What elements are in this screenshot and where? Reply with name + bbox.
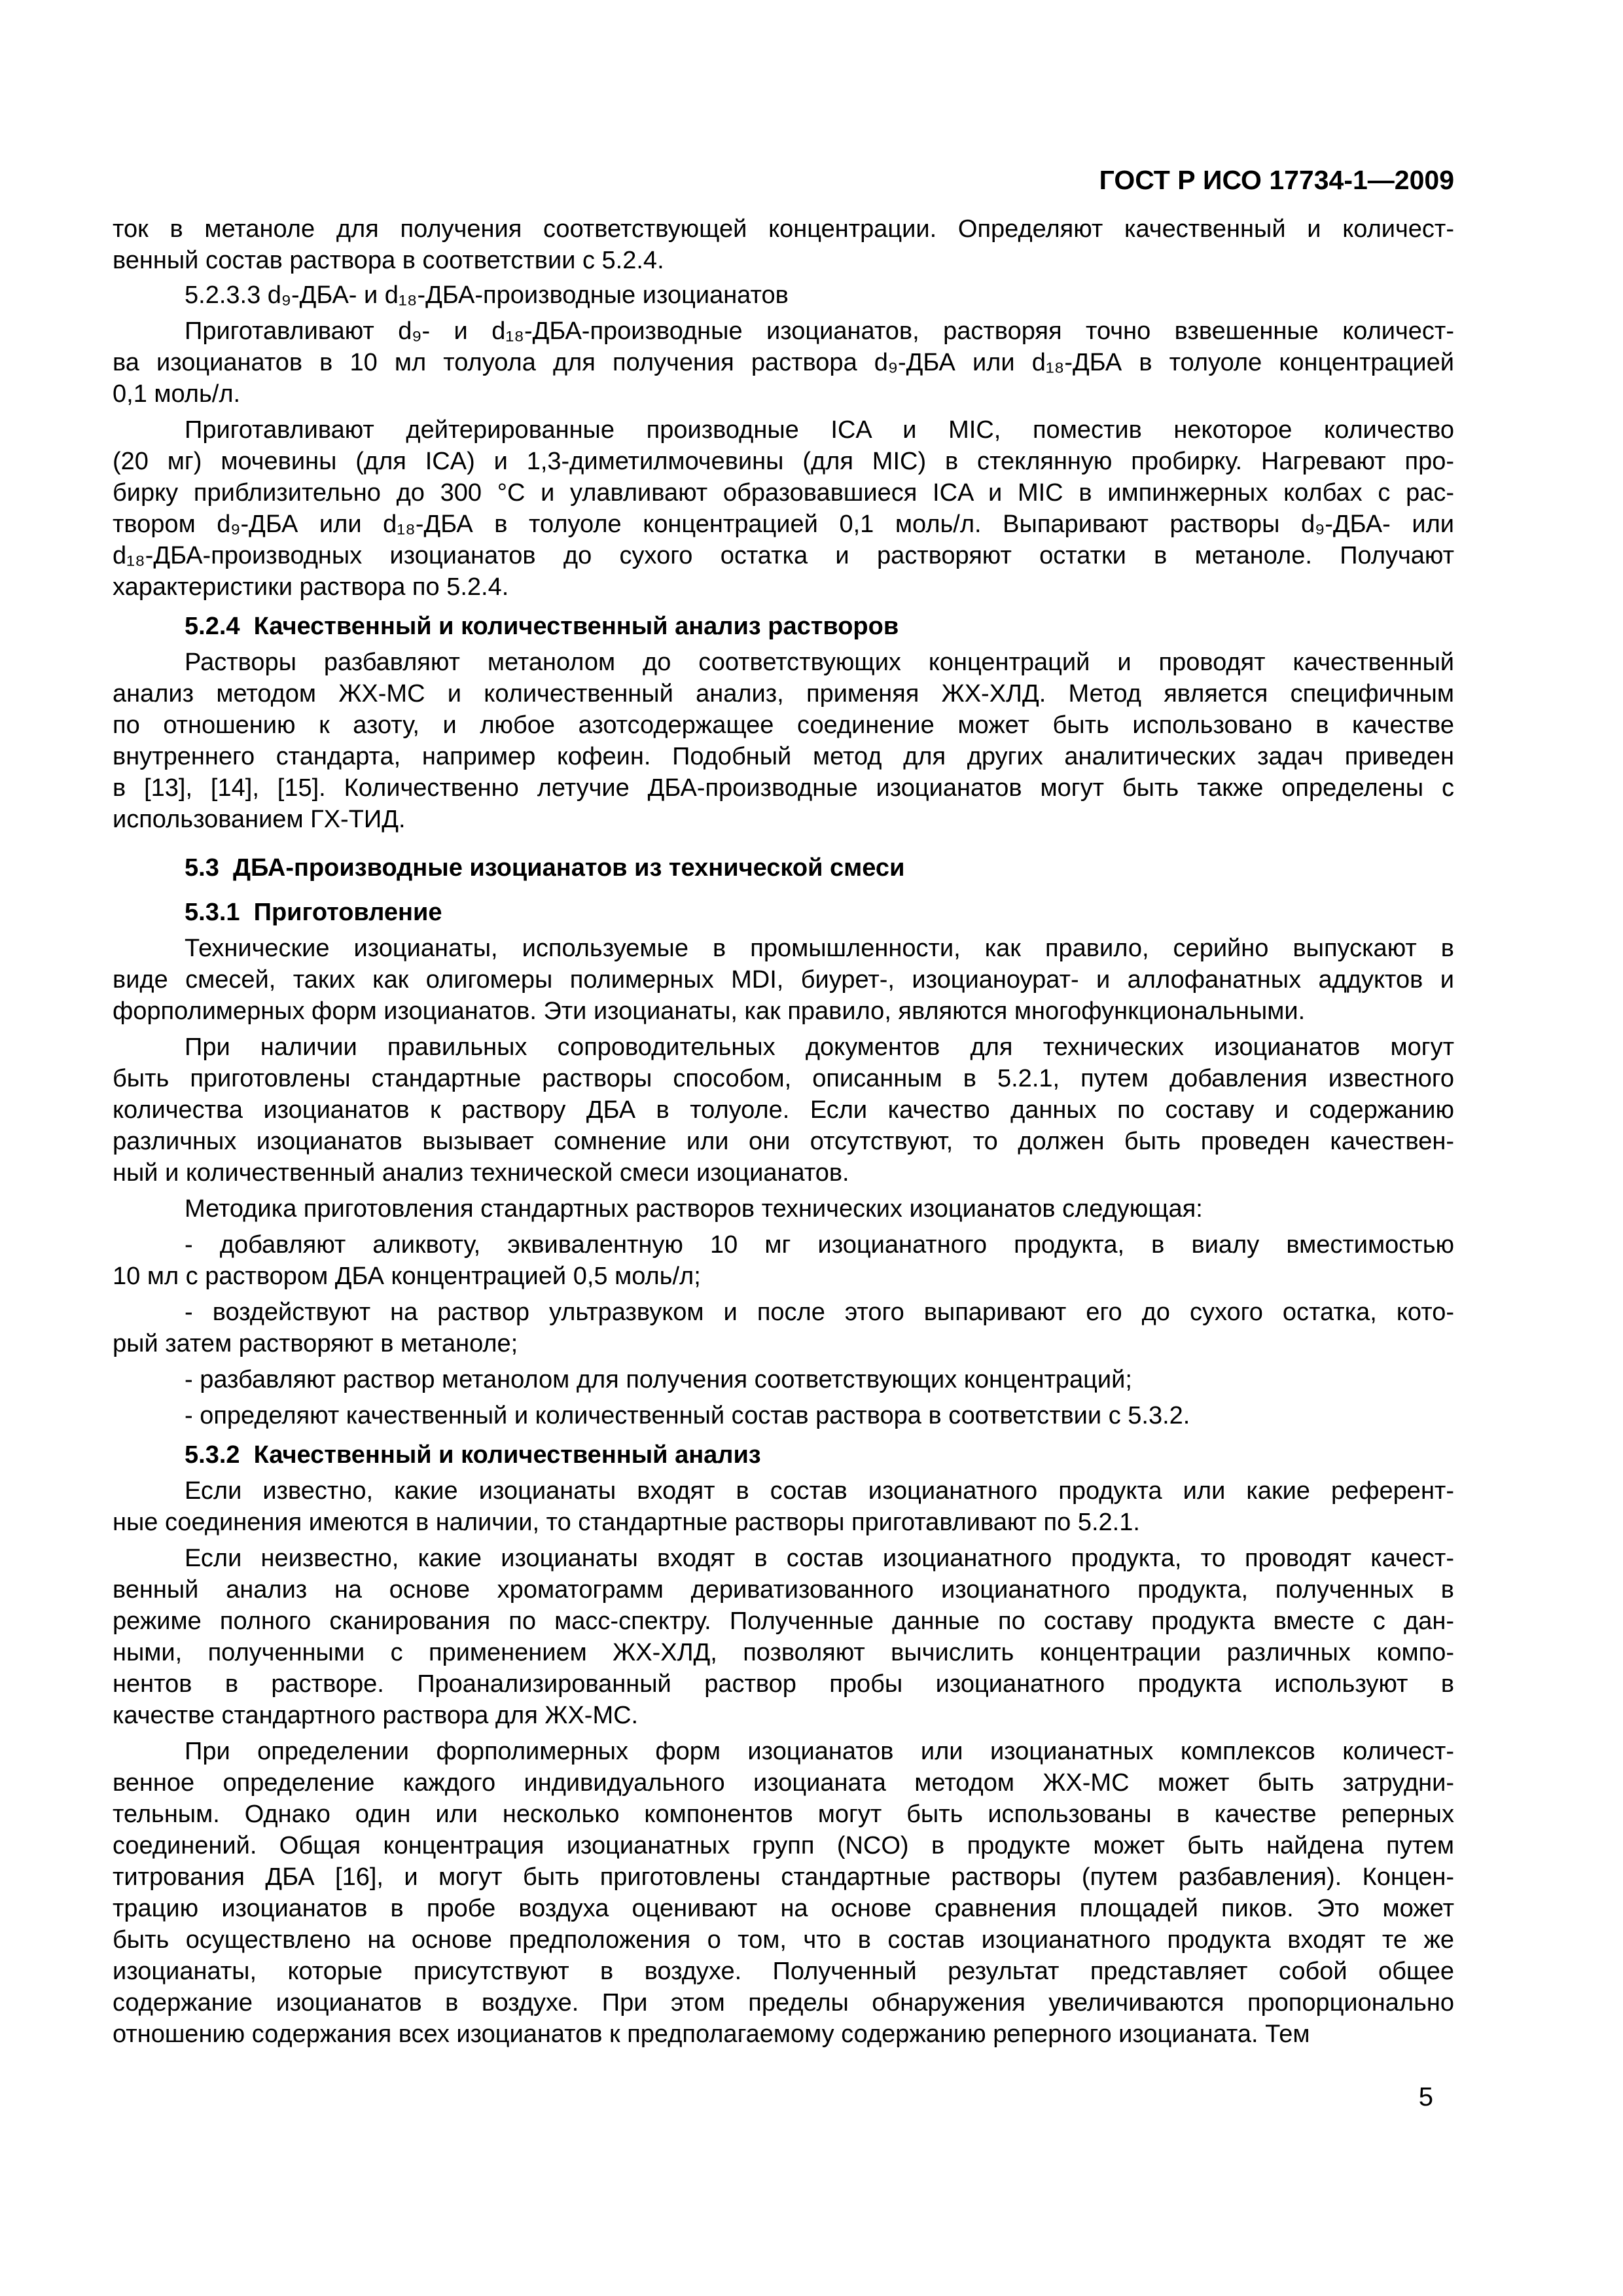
paragraph-line: режиме полного сканирования по масс-спектру. Полученные данные по составу продукта вместе с дан- — [113, 1607, 1454, 1635]
paragraph — [113, 1543, 1454, 1731]
paragraph-line: анализ методом ЖХ-МС и количественный анализ, применяя ЖХ-ХЛД. Метод является специфичным — [113, 680, 1454, 708]
paragraph — [113, 1193, 1454, 1225]
paragraph-line: венный состав раствора в соответствии с 5.2.4. — [113, 247, 664, 274]
paragraph-line: Приготавливают d₉- и d₁₈-ДБА-производные изоцианатов, растворяя точно взвешенные количест- — [185, 317, 1454, 345]
document-body — [113, 213, 1454, 2050]
document-header-standard-number: ГОСТ Р ИСО 17734-1—2009 — [1099, 165, 1454, 195]
paragraph-line: ный и количественный анализ технической смеси изоцианатов. — [113, 1159, 849, 1187]
paragraph-line: различных изоцианатов вызывает сомнение или они отсутствуют, то должен быть проведен качествен- — [113, 1128, 1454, 1155]
paragraph-line: ными, полученными с применением ЖХ-ХЛД, позволяют вычислить концентрации различных компо- — [113, 1639, 1454, 1666]
paragraph-line: d₁₈-ДБА-производных изоцианатов до сухого остатка и растворяют остатки в метаноле. Получают — [113, 542, 1454, 569]
paragraph-line: ток в метаноле для получения соответствующей концентрации. Определяют качественный и количест- — [113, 215, 1454, 243]
paragraph-line: Методика приготовления стандартных растворов технических изоцианатов следующая: — [185, 1195, 1203, 1223]
paragraph-line: Если известно, какие изоцианаты входят в состав изоцианатного продукта или какие референт- — [185, 1477, 1454, 1505]
paragraph-line: ные соединения имеются в наличии, то стандартные растворы приготавливают по 5.2.1. — [113, 1509, 1140, 1536]
paragraph-line: Технические изоцианаты, используемые в промышленности, как правило, серийно выпускают в — [185, 935, 1454, 962]
paragraph-line: - воздействуют на раствор ультразвуком и после этого выпаривают его до сухого остатка, кото- — [185, 1299, 1454, 1326]
paragraph-line: Растворы разбавляют метанолом до соответствующих концентраций и проводят качественный — [185, 649, 1454, 676]
paragraph-line: - разбавляют раствор метанолом для получения соответствующих концентраций; — [185, 1366, 1132, 1393]
paragraph — [113, 213, 1454, 276]
paragraph-line: бирку приблизительно до 300 °С и улавливают образовавшиеся ICA и MIC в импинжерных колбах с рас- — [113, 479, 1454, 507]
paragraph-line: тельным. Однако один или несколько компонентов могут быть использованы в качестве реперных — [113, 1801, 1454, 1828]
clause-heading: 5.3 ДБА-производные изоцианатов из технической смеси — [185, 854, 905, 882]
paragraph-line: (20 мг) мочевины (для ICA) и 1,3-диметилмочевины (для MIC) в стеклянную пробирку. Нагревают про- — [113, 448, 1454, 475]
paragraph-line: соединений. Общая концентрация изоцианатных групп (NCO) в продукте может быть найдена путем — [113, 1832, 1454, 1859]
paragraph-line: венное определение каждого индивидуального изоцианата методом ЖХ-МС может быть затрудни- — [113, 1769, 1454, 1797]
clause-heading: 5.2.4 Качественный и количественный анализ растворов — [185, 613, 899, 640]
list-item — [113, 1400, 1454, 1431]
paragraph-line: по отношению к азоту, и любое азотсодержащее соединение может быть использовано в качестве — [113, 711, 1454, 739]
paragraph-line: рый затем растворяют в метаноле; — [113, 1330, 518, 1357]
paragraph-line: в [13], [14], [15]. Количественно летучие ДБА-производные изоцианатов могут быть также определены с — [113, 774, 1454, 802]
paragraph — [113, 1031, 1454, 1189]
paragraph-line: количества изоцианатов к раствору ДБА в толуоле. Если качество данных по составу и содержанию — [113, 1096, 1454, 1124]
paragraph-line: - определяют качественный и количественный состав раствора в соответствии с 5.3.2. — [185, 1402, 1190, 1429]
paragraph — [113, 647, 1454, 835]
paragraph — [113, 1475, 1454, 1538]
paragraph-line: - добавляют аликвоту, эквивалентную 10 мг изоцианатного продукта, в виалу вместимостью — [185, 1231, 1454, 1259]
paragraph-line: использованием ГХ-ТИД. — [113, 806, 406, 833]
paragraph-line: При определении форполимерных форм изоцианатов или изоцианатных комплексов количест- — [185, 1738, 1454, 1765]
paragraph-line: качестве стандартного раствора для ЖХ-МС. — [113, 1702, 639, 1729]
page-number: 5 — [1418, 2083, 1433, 2111]
paragraph-line: трацию изоцианатов в пробе воздуха оценивают на основе сравнения площадей пиков. Это может — [113, 1895, 1454, 1922]
paragraph — [113, 315, 1454, 410]
paragraph-line: венный анализ на основе хроматограмм дериватизованного изоцианатного продукта, полученных в — [113, 1576, 1454, 1604]
paragraph-line: ва изоцианатов в 10 мл толуола для получения раствора d₉-ДБА или d₁₈-ДБА в толуоле концентрацией — [113, 349, 1454, 376]
paragraph-line: изоцианаты, которые присутствуют в воздухе. Полученный результат представляет собой общее — [113, 1958, 1454, 1985]
paragraph — [113, 933, 1454, 1027]
paragraph-line: быть приготовлены стандартные растворы способом, описанным в 5.2.1, путем добавления известного — [113, 1065, 1454, 1092]
paragraph-line: содержание изоцианатов в воздухе. При этом пределы обнаружения увеличиваются пропорционально — [113, 1989, 1454, 2017]
paragraph — [113, 414, 1454, 603]
paragraph-line: Приготавливают дейтерированные производные ICA и MIC, поместив некоторое количество — [185, 416, 1454, 444]
list-item — [113, 1229, 1454, 1292]
clause-heading: 5.3.1 Приготовление — [185, 899, 442, 926]
paragraph-line: 0,1 моль/л. — [113, 380, 241, 408]
paragraph — [113, 1736, 1454, 2050]
list-item — [113, 1297, 1454, 1359]
paragraph-line: виде смесей, таких как олигомеры полимерных MDI, биурет-, изоцианоурат- и аллофанатных аддуктов и — [113, 966, 1454, 994]
clause-heading: 5.3.2 Качественный и количественный анализ — [185, 1441, 761, 1469]
list-item — [113, 1364, 1454, 1395]
paragraph-line: нентов в растворе. Проанализированный раствор пробы изоцианатного продукта используют в — [113, 1670, 1454, 1698]
paragraph-line: При наличии правильных сопроводительных документов для технических изоцианатов могут — [185, 1033, 1454, 1061]
paragraph-line: отношению содержания всех изоцианатов к предполагаемому содержанию реперного изоцианата. Тем — [113, 2020, 1310, 2048]
paragraph-line: внутреннего стандарта, например кофеин. Подобный метод для других аналитических задач приведен — [113, 743, 1454, 770]
paragraph-line: твором d₉-ДБА или d₁₈-ДБА в толуоле концентрацией 0,1 моль/л. Выпаривают растворы d₉-ДБА- или — [113, 511, 1454, 538]
paragraph-line: быть осуществлено на основе предположения о том, что в состав изоцианатного продукта входят те же — [113, 1926, 1454, 1954]
paragraph-line: форполимерных форм изоцианатов. Эти изоцианаты, как правило, являются многофункциональными. — [113, 997, 1306, 1025]
clause-subheading: 5.2.3.3 d₉-ДБА- и d₁₈-ДБА-производные изоцианатов — [185, 281, 789, 309]
paragraph-line: титрования ДБА [16], и могут быть приготовлены стандартные растворы (путем разбавления). Концен- — [113, 1863, 1454, 1891]
paragraph-line: характеристики раствора по 5.2.4. — [113, 573, 509, 601]
paragraph-line: 10 мл с раствором ДБА концентрацией 0,5 моль/л; — [113, 1263, 701, 1290]
paragraph-line: Если неизвестно, какие изоцианаты входят в состав изоцианатного продукта, то проводят качест- — [185, 1545, 1454, 1572]
